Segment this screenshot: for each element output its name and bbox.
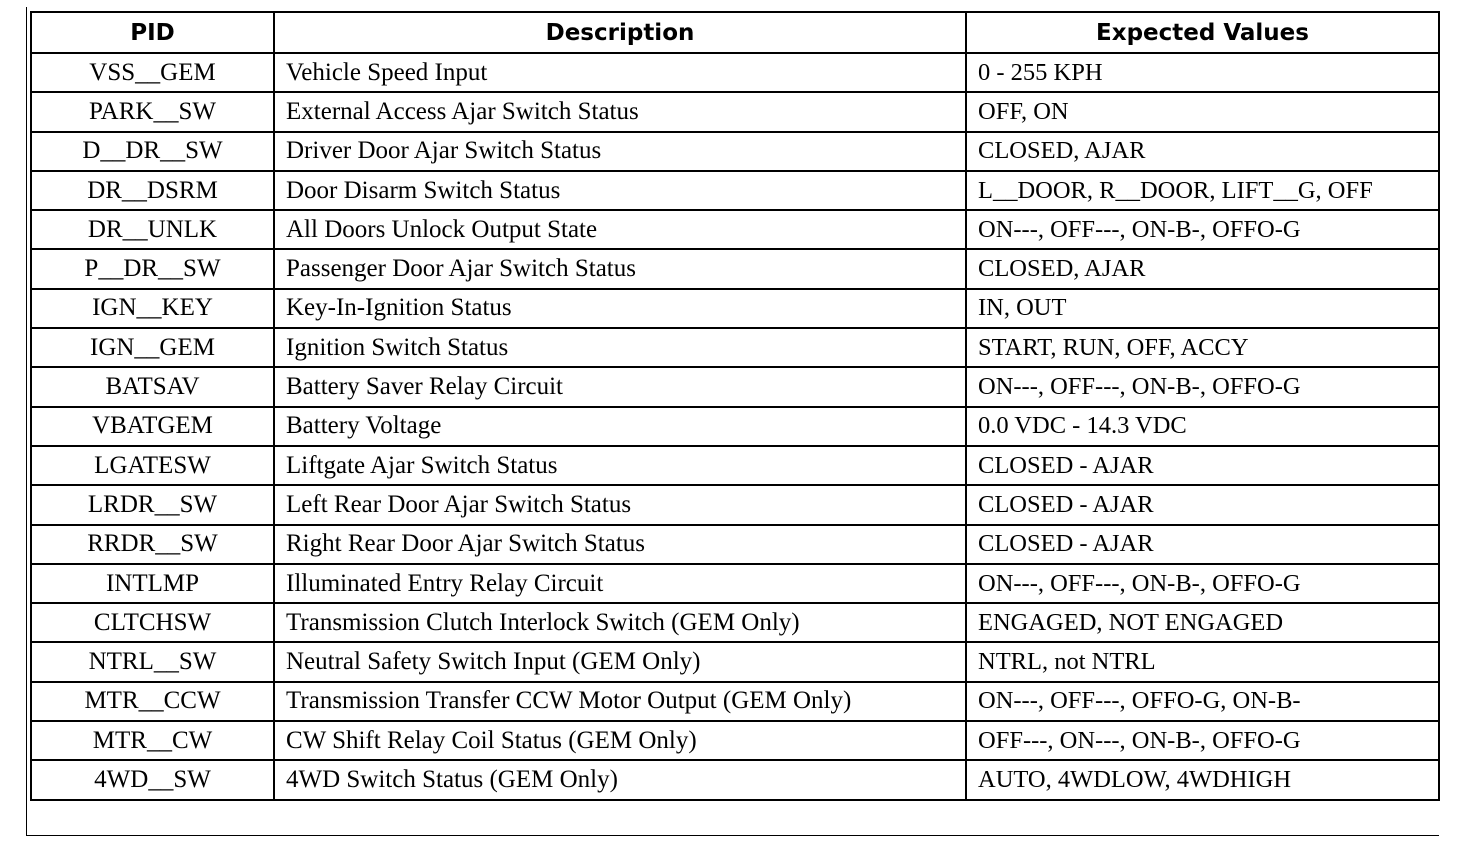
- pid-cell: IGN__KEY: [31, 289, 274, 328]
- pid-cell: DR__UNLK: [31, 210, 274, 249]
- table-row: [31, 642, 1439, 681]
- expected-values-cell: CLOSED - AJAR: [966, 485, 1439, 524]
- table-row: [31, 682, 1439, 721]
- expected-values-cell: L__DOOR, R__DOOR, LIFT__G, OFF: [966, 171, 1439, 210]
- description-cell: Battery Saver Relay Circuit: [274, 367, 966, 406]
- table-row: [31, 564, 1439, 603]
- description-cell: Liftgate Ajar Switch Status: [274, 446, 966, 485]
- table-row: [31, 407, 1439, 446]
- pid-cell: LGATESW: [31, 446, 274, 485]
- table-row: [31, 525, 1439, 564]
- description-cell: Left Rear Door Ajar Switch Status: [274, 485, 966, 524]
- table-row: [31, 249, 1439, 288]
- header-description: Description: [274, 12, 966, 53]
- description-cell: 4WD Switch Status (GEM Only): [274, 760, 966, 799]
- pid-cell: NTRL__SW: [31, 642, 274, 681]
- table-row: [31, 53, 1439, 92]
- expected-values-cell: START, RUN, OFF, ACCY: [966, 328, 1439, 367]
- expected-values-cell: OFF---, ON---, ON-B-, OFFO-G: [966, 721, 1439, 760]
- table-row: [31, 760, 1439, 799]
- pid-cell: VSS__GEM: [31, 53, 274, 92]
- table-row: [31, 367, 1439, 406]
- description-cell: Transmission Clutch Interlock Switch (GEM Only): [274, 603, 966, 642]
- header-expected-values: Expected Values: [966, 12, 1439, 53]
- description-cell: Neutral Safety Switch Input (GEM Only): [274, 642, 966, 681]
- description-cell: Battery Voltage: [274, 407, 966, 446]
- description-cell: Illuminated Entry Relay Circuit: [274, 564, 966, 603]
- table-row: [31, 171, 1439, 210]
- expected-values-cell: ON---, OFF---, OFFO-G, ON-B-: [966, 682, 1439, 721]
- header-pid: PID: [31, 12, 274, 53]
- expected-values-cell: CLOSED - AJAR: [966, 525, 1439, 564]
- table-row: [31, 289, 1439, 328]
- expected-values-cell: ON---, OFF---, ON-B-, OFFO-G: [966, 564, 1439, 603]
- description-cell: All Doors Unlock Output State: [274, 210, 966, 249]
- expected-values-cell: ON---, OFF---, ON-B-, OFFO-G: [966, 210, 1439, 249]
- pid-cell: LRDR__SW: [31, 485, 274, 524]
- description-cell: Right Rear Door Ajar Switch Status: [274, 525, 966, 564]
- description-cell: CW Shift Relay Coil Status (GEM Only): [274, 721, 966, 760]
- header-row: [31, 12, 1439, 53]
- expected-values-cell: AUTO, 4WDLOW, 4WDHIGH: [966, 760, 1439, 799]
- table-row: [31, 328, 1439, 367]
- table-row: [31, 92, 1439, 131]
- description-cell: Ignition Switch Status: [274, 328, 966, 367]
- pid-cell: MTR__CCW: [31, 682, 274, 721]
- expected-values-cell: CLOSED, AJAR: [966, 132, 1439, 171]
- description-cell: Door Disarm Switch Status: [274, 171, 966, 210]
- pid-cell: 4WD__SW: [31, 760, 274, 799]
- expected-values-cell: NTRL, not NTRL: [966, 642, 1439, 681]
- description-cell: External Access Ajar Switch Status: [274, 92, 966, 131]
- description-cell: Transmission Transfer CCW Motor Output (GEM Only): [274, 682, 966, 721]
- description-cell: Key-In-Ignition Status: [274, 289, 966, 328]
- table-row: [31, 485, 1439, 524]
- expected-values-cell: 0 - 255 KPH: [966, 53, 1439, 92]
- pid-cell: MTR__CW: [31, 721, 274, 760]
- pid-cell: RRDR__SW: [31, 525, 274, 564]
- table-row: [31, 446, 1439, 485]
- expected-values-cell: ON---, OFF---, ON-B-, OFFO-G: [966, 367, 1439, 406]
- table-row: [31, 721, 1439, 760]
- pid-cell: VBATGEM: [31, 407, 274, 446]
- table-row: [31, 210, 1439, 249]
- pid-table: [30, 11, 1440, 801]
- pid-cell: D__DR__SW: [31, 132, 274, 171]
- pid-cell: P__DR__SW: [31, 249, 274, 288]
- pid-cell: CLTCHSW: [31, 603, 274, 642]
- table-row: [31, 132, 1439, 171]
- expected-values-cell: ENGAGED, NOT ENGAGED: [966, 603, 1439, 642]
- expected-values-cell: CLOSED - AJAR: [966, 446, 1439, 485]
- pid-cell: INTLMP: [31, 564, 274, 603]
- description-cell: Driver Door Ajar Switch Status: [274, 132, 966, 171]
- pid-cell: BATSAV: [31, 367, 274, 406]
- description-cell: Passenger Door Ajar Switch Status: [274, 249, 966, 288]
- pid-cell: IGN__GEM: [31, 328, 274, 367]
- pid-cell: PARK__SW: [31, 92, 274, 131]
- table-row: [31, 603, 1439, 642]
- expected-values-cell: OFF, ON: [966, 92, 1439, 131]
- pid-cell: DR__DSRM: [31, 171, 274, 210]
- description-cell: Vehicle Speed Input: [274, 53, 966, 92]
- expected-values-cell: IN, OUT: [966, 289, 1439, 328]
- expected-values-cell: 0.0 VDC - 14.3 VDC: [966, 407, 1439, 446]
- expected-values-cell: CLOSED, AJAR: [966, 249, 1439, 288]
